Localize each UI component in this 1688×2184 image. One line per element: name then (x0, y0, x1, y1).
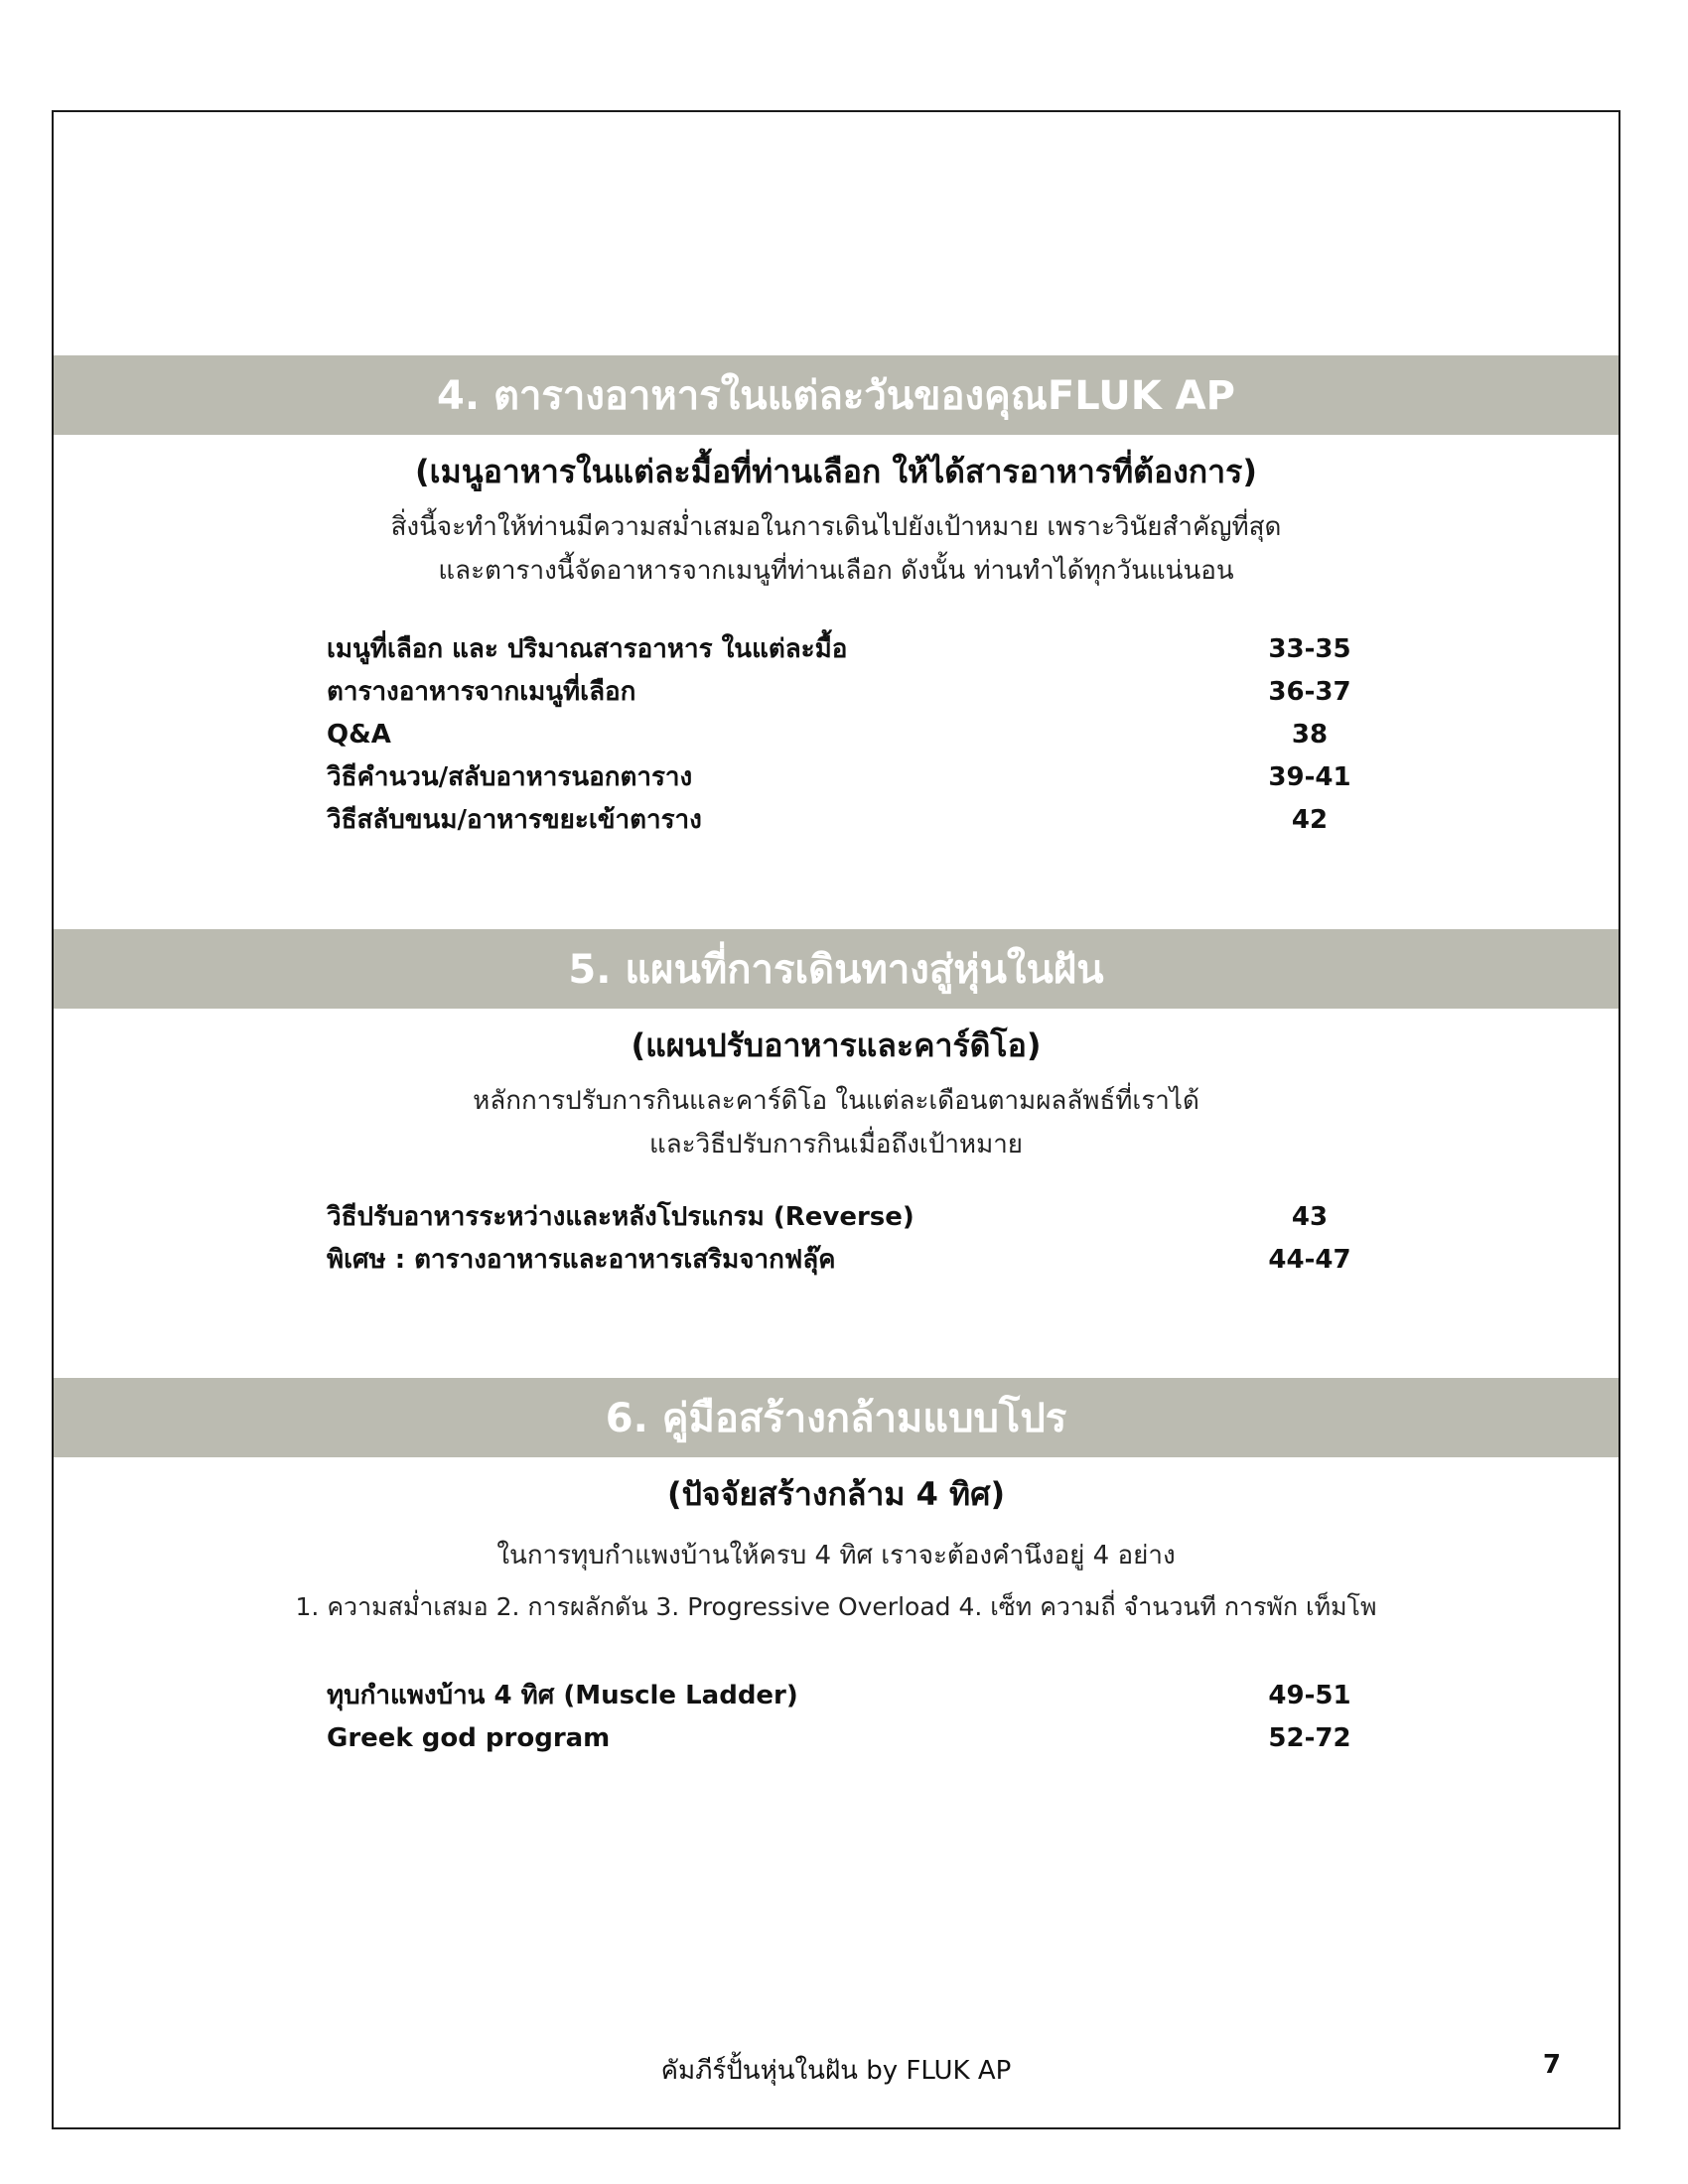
page-frame (52, 110, 1620, 2129)
description-line: 1. ความสม่ำเสมอ 2. การผลักดัน 3. Progressive Overload 4. เซ็ท ความถี่ จำนวนที การพัก เท็มโพ (295, 1592, 1377, 1621)
toc-item-page: 33-35 (1268, 634, 1351, 664)
section-5 (54, 929, 1618, 1166)
toc-item-label: Q&A (327, 720, 391, 750)
description-line: และตารางนี้จัดอาหารจากเมนูที่ท่านเลือก ดังนั้น ท่านทำได้ทุกวันแน่นอน (438, 556, 1234, 586)
toc-item[interactable] (327, 1717, 1419, 1760)
section-subtitle: (แผนปรับอาหารและคาร์ดิโอ) (631, 1026, 1042, 1064)
section-description (54, 1530, 1618, 1633)
section-description (54, 1079, 1618, 1166)
toc-item-page: 43 (1291, 1202, 1329, 1232)
toc-item-label: เมนูที่เลือก และ ปริมาณสารอาหาร ในแต่ละมื้อ (327, 634, 848, 664)
description-line: ในการทุบกำแพงบ้านให้ครบ 4 ทิศ เราจะต้องคำนึงอยู่ 4 อย่าง (496, 1541, 1176, 1570)
section-subtitle: (ปัจจัยสร้างกล้าม 4 ทิศ) (666, 1475, 1006, 1513)
toc-item[interactable] (327, 799, 1419, 842)
toc-item[interactable] (327, 628, 1419, 671)
toc-list (327, 628, 1419, 842)
toc-item[interactable] (327, 671, 1419, 714)
toc-item-label: พิเศษ : ตารางอาหารและอาหารเสริมจากฟลุ๊ค (327, 1245, 836, 1275)
toc-item-label: ทุบกำแพงบ้าน 4 ทิศ (Muscle Ladder) (327, 1681, 798, 1710)
toc-item-page: 36-37 (1268, 677, 1351, 707)
toc-item-label: วิธีสลับขนม/อาหารขยะเข้าตาราง (327, 805, 702, 835)
toc-item[interactable] (327, 1675, 1419, 1717)
toc-list (327, 1196, 1419, 1282)
toc-item-label: วิธีปรับอาหารระหว่างและหลังโปรแกรม (Reverse) (327, 1202, 914, 1232)
section-heading: 4. ตารางอาหารในแต่ละวันของคุณFLUK AP (54, 355, 1618, 435)
section-description (54, 505, 1618, 593)
toc-list (327, 1675, 1419, 1760)
toc-item[interactable] (327, 714, 1419, 756)
footer-title: คัมภีร์ปั้นหุ่นในฝัน by FLUK AP (660, 2056, 1012, 2086)
description-line: สิ่งนี้จะทำให้ท่านมีความสม่ำเสมอในการเดินไปยังเป้าหมาย เพราะวินัยสำคัญที่สุด (390, 512, 1282, 542)
toc-item[interactable] (327, 756, 1419, 799)
toc-item-page: 38 (1291, 720, 1329, 750)
toc-item-label: Greek god program (327, 1723, 611, 1753)
section-6 (54, 1378, 1618, 1633)
toc-item-label: ตารางอาหารจากเมนูที่เลือก (327, 677, 636, 707)
toc-item-label: วิธีคำนวน/สลับอาหารนอกตาราง (327, 762, 693, 792)
section-heading: 5. แผนที่การเดินทางสู่หุ่นในฝัน (54, 929, 1618, 1009)
toc-item[interactable] (327, 1196, 1419, 1239)
toc-item-page: 42 (1291, 805, 1329, 835)
description-line: และวิธีปรับการกินเมื่อถึงเป้าหมาย (648, 1130, 1024, 1160)
toc-item-page: 52-72 (1268, 1723, 1351, 1753)
page-number: 7 (1542, 2050, 1561, 2080)
toc-item[interactable] (327, 1239, 1419, 1282)
section-heading: 6. คู่มือสร้างกล้ามแบบโปร (54, 1378, 1618, 1457)
toc-item-page: 49-51 (1268, 1681, 1351, 1710)
section-4 (54, 355, 1618, 593)
toc-item-page: 39-41 (1268, 762, 1351, 792)
toc-item-page: 44-47 (1268, 1245, 1351, 1275)
section-subtitle: (เมนูอาหารในแต่ละมื้อที่ท่านเลือก ให้ได้สารอาหารที่ต้องการ) (415, 453, 1257, 490)
description-line: หลักการปรับการกินและคาร์ดิโอ ในแต่ละเดือนตามผลลัพธ์ที่เราได้ (473, 1086, 1199, 1116)
